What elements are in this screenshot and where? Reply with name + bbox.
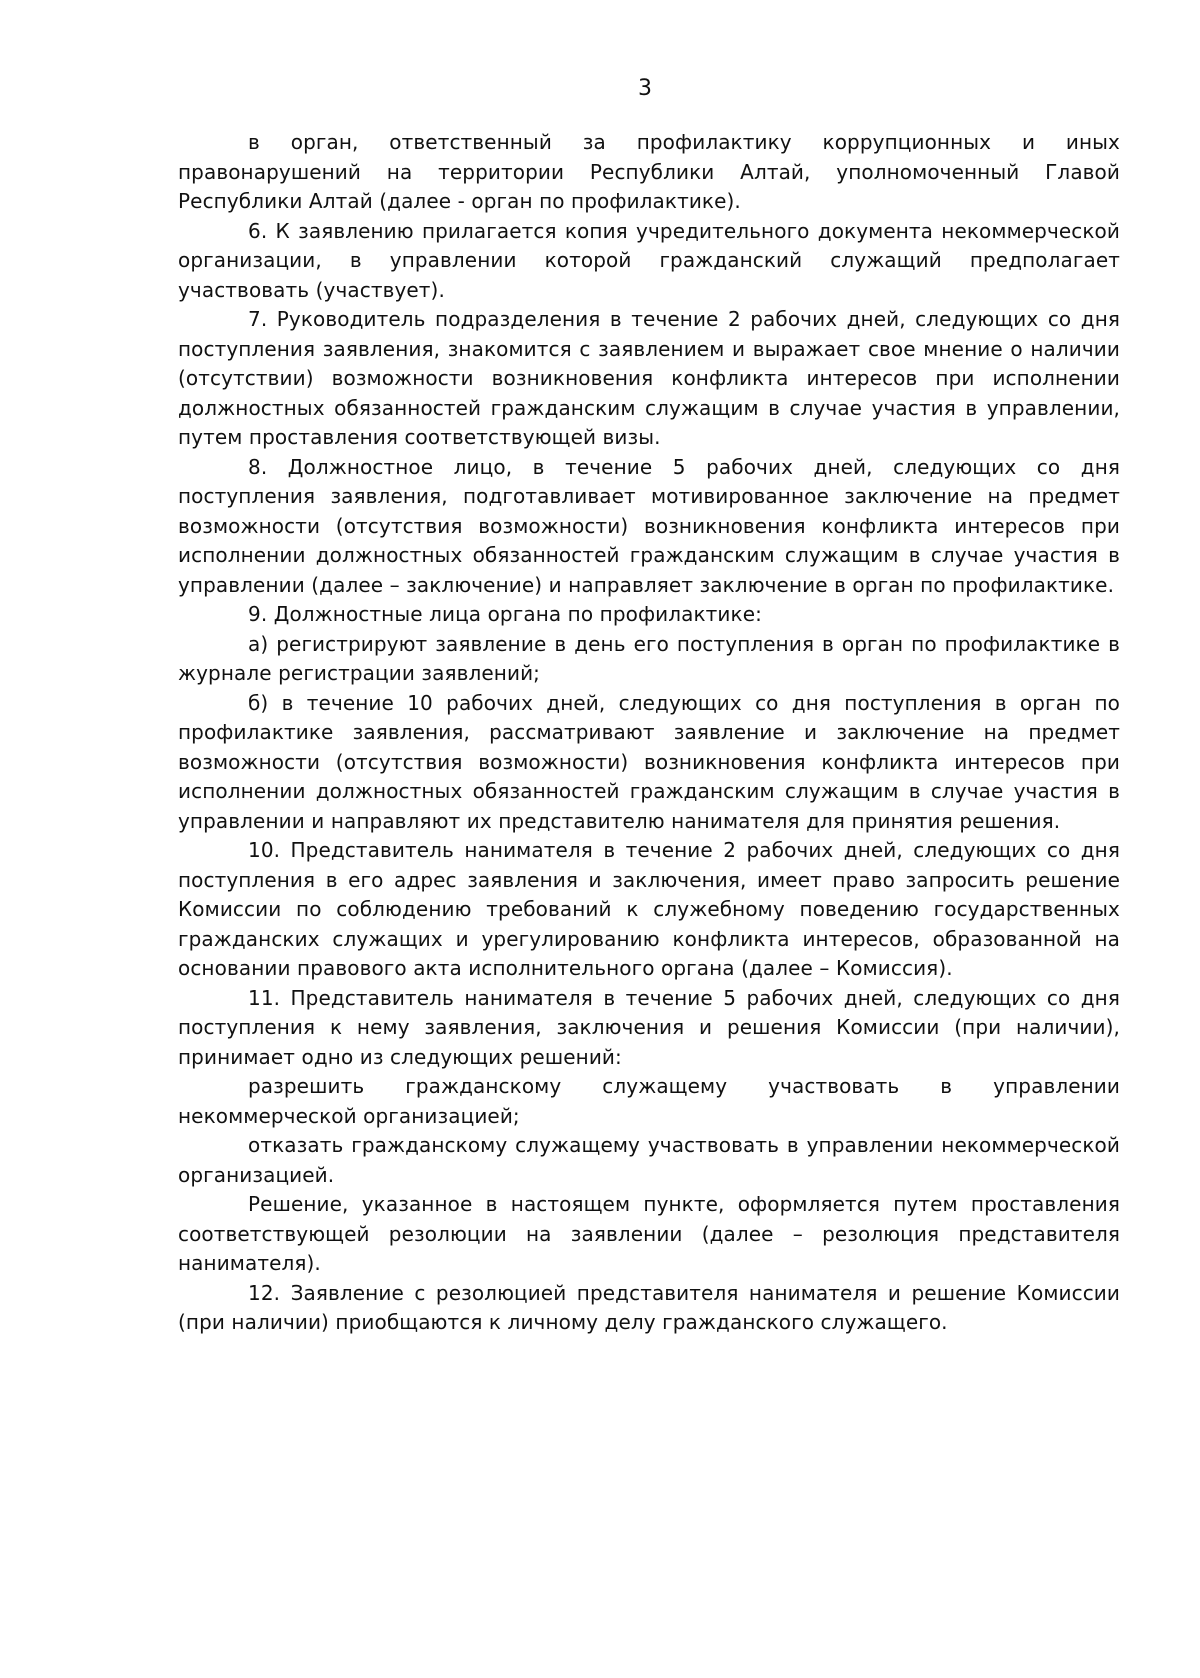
paragraph-12: 12. Заявление с резолюцией представителя нанимателя и решение Комиссии (при наличии) приобщаются к личному делу гражданского служащего.	[178, 1280, 1120, 1334]
paragraph-9a: а) регистрируют заявление в день его поступления в орган по профилактике в журнале регистрации заявлений;	[178, 631, 1120, 685]
paragraph-8: 8. Должностное лицо, в течение 5 рабочих дней, следующих со дня поступления заявления, подготавливает мотивированное заключение на предмет возможности (отсутствия возможности) возникновения конфликта интересов при исполнении должностных обязанностей гражданским служащим в случае участия в управлении (далее – заключение) и направляет заключение в орган по профилактике.	[178, 454, 1120, 597]
page-number: 3	[638, 76, 652, 101]
paragraph-7: 7. Руководитель подразделения в течение 2 рабочих дней, следующих со дня поступления заявления, знакомится с заявлением и выражает свое мнение о наличии (отсутствии) возможности возникновения конфликта интересов при исполнении должностных обязанностей гражданским служащим в случае участия в управлении, путем проставления соответствующей визы.	[178, 307, 1120, 449]
paragraph-9: 9. Должностные лица органа по профилактике:	[248, 602, 762, 626]
paragraph-9b: б) в течение 10 рабочих дней, следующих со дня поступления в орган по профилактике заявления, рассматривают заявление и заключение на предмет возможности (отсутствия возможности) возникновения конфликта интересов при исполнении должностных обязанностей гражданским служащим в случае участия в управлении и направляют их представителю нанимателя для принятия решения.	[178, 690, 1120, 833]
paragraph-11-option-permit: разрешить гражданскому служащему участвовать в управлении некоммерческой организацией;	[178, 1074, 1120, 1128]
paragraph-11: 11. Представитель нанимателя в течение 5 рабочих дней, следующих со дня поступления к нему заявления, заключения и решения Комиссии (при наличии), принимает одно из следующих решений:	[178, 985, 1120, 1069]
paragraph-11-option-refuse: отказать гражданскому служащему участвовать в управлении некоммерческой организацией.	[178, 1133, 1120, 1187]
paragraph-11-decision: Решение, указанное в настоящем пункте, оформляется путем проставления соответствующей резолюции на заявлении (далее – резолюция представителя нанимателя).	[178, 1192, 1120, 1275]
paragraph-10: 10. Представитель нанимателя в течение 2 рабочих дней, следующих со дня поступления в его адрес заявления и заключения, имеет право запросить решение Комиссии по соблюдению требований к служебному поведению государственных гражданских служащих и урегулированию конфликта интересов, образованной на основании правового акта исполнительного органа (далее – Комиссия).	[178, 838, 1120, 980]
paragraph-6: 6. К заявлению прилагается копия учредительного документа некоммерческой организации, в управлении которой гражданский служащий предполагает участвовать (участвует).	[178, 218, 1120, 302]
paragraph-continuation: в орган, ответственный за профилактику коррупционных и иных правонарушений на территории Республики Алтай, уполномоченный Главой Республики Алтай (далее - орган по профилактике).	[178, 130, 1120, 213]
document-body	[178, 128, 1120, 1338]
